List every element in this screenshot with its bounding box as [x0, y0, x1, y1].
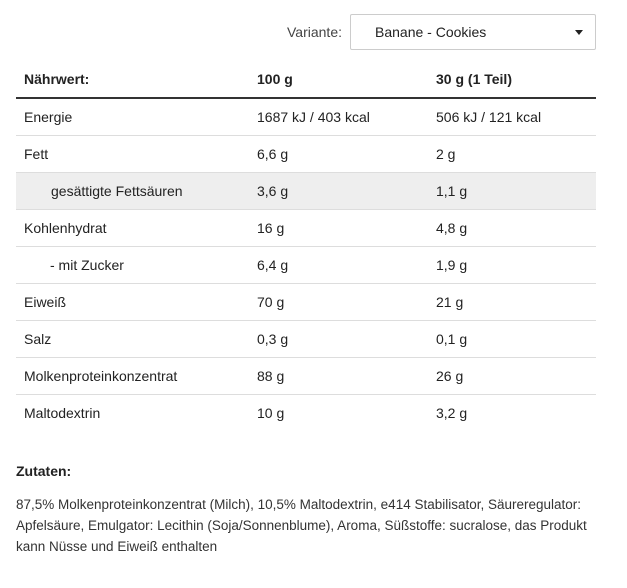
value-per-100g: 70 g [249, 284, 428, 321]
nutrient-name: Eiweiß [16, 284, 249, 321]
nutrient-name: gesättigte Fettsäuren [16, 173, 249, 210]
value-per-serving: 3,2 g [436, 405, 468, 421]
value-per-100g: 88 g [249, 358, 428, 395]
header-per-serving: 30 g (1 Teil) [428, 61, 596, 98]
nutrient-name: Maltodextrin [24, 405, 101, 421]
value-per-serving: 4,8 g [428, 210, 596, 247]
table-row [16, 321, 596, 358]
table-row [16, 395, 596, 432]
table-row [16, 173, 596, 210]
chevron-down-icon [575, 30, 583, 35]
nutrient-name: Salz [16, 321, 249, 358]
header-nutrient: Nährwert: [16, 61, 249, 98]
value-per-100g: 6,6 g [249, 136, 428, 173]
ingredients-text: 87,5% Molkenproteinkonzentrat (Milch), 10,5% Maltodextrin, e414 Stabilisator, Säureregulator: Apfelsäure, Emulgator: Lecithin (Soja/Sonnenblume), Aroma, Süßstoffe: sucralose, das Produkt kann Nüsse und Eiweiß enthalten [16, 497, 587, 554]
ingredients-title: Zutaten: [16, 463, 72, 479]
nutrition-table [16, 61, 596, 431]
variant-label: Variante: [287, 24, 342, 40]
table-row [16, 247, 596, 284]
table-row [16, 358, 596, 395]
nutrient-name: Fett [16, 136, 249, 173]
value-per-100g: 0,3 g [249, 321, 428, 358]
value-per-serving: 506 kJ / 121 kcal [428, 98, 596, 136]
table-row [16, 210, 596, 247]
table-row [16, 98, 596, 136]
value-per-100g: 6,4 g [249, 247, 428, 284]
variant-select[interactable] [350, 14, 596, 50]
nutrient-name: Energie [16, 98, 249, 136]
value-per-serving: 26 g [428, 358, 596, 395]
value-per-100g: 3,6 g [249, 173, 428, 210]
value-per-serving: 0,1 g [428, 321, 596, 358]
value-per-100g: 10 g [257, 405, 285, 421]
nutrient-name: Kohlenhydrat [16, 210, 249, 247]
nutrient-name: Molkenproteinkonzentrat [16, 358, 249, 395]
value-per-100g: 1687 kJ / 403 kcal [249, 98, 428, 136]
variant-selector-row [0, 13, 596, 51]
table-row [16, 284, 596, 321]
value-per-serving: 1,1 g [428, 173, 596, 210]
value-per-100g: 16 g [249, 210, 428, 247]
nutrient-name: - mit Zucker [16, 247, 249, 284]
value-per-serving: 2 g [428, 136, 596, 173]
table-header-row [16, 61, 596, 98]
header-per-100g: 100 g [249, 61, 428, 98]
value-per-serving: 21 g [428, 284, 596, 321]
value-per-serving: 1,9 g [428, 247, 596, 284]
table-row [16, 136, 596, 173]
variant-selected-value: Banane - Cookies [375, 24, 487, 40]
